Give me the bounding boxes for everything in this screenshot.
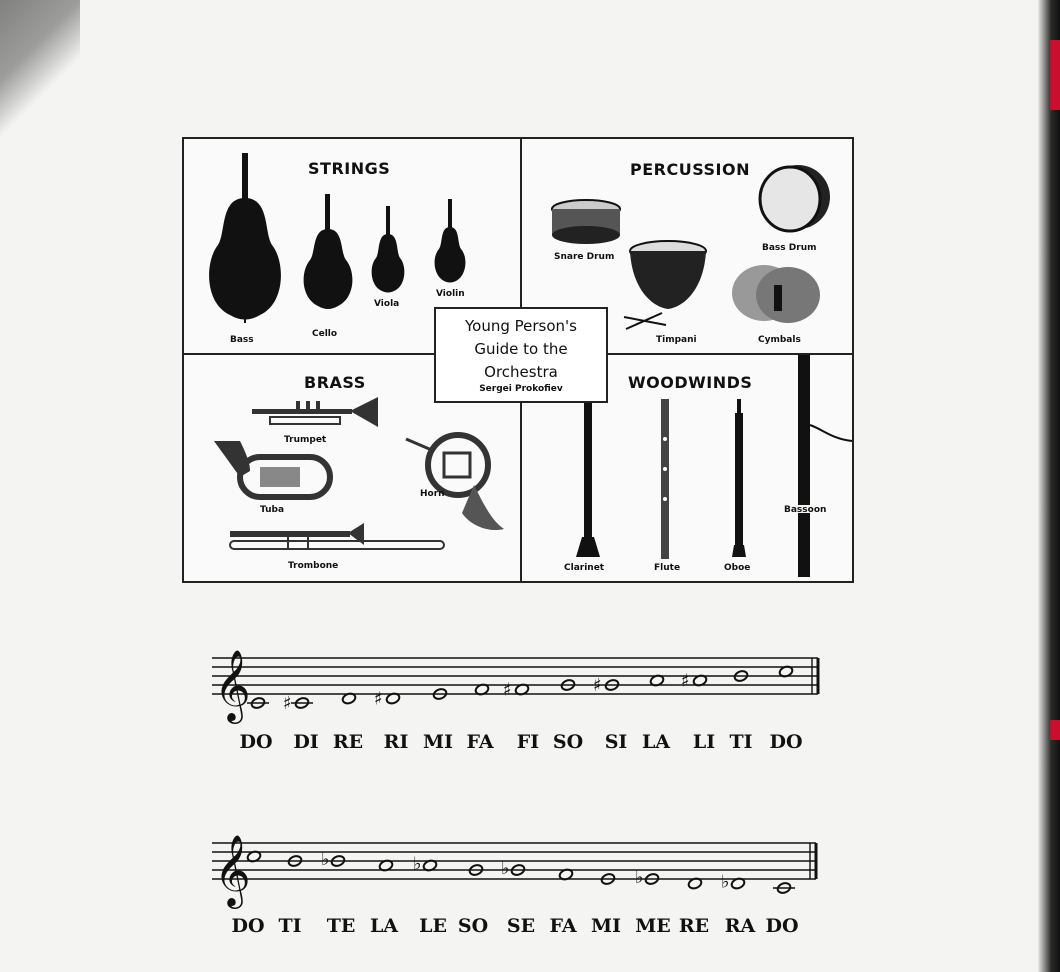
ascending-syllable: DO [769,731,803,753]
descending-syllable: LA [369,915,399,937]
ascending-syllable: DO [239,731,273,753]
woodwinds-title: WOODWINDS [628,373,753,392]
descending-syllable: RE [678,915,710,937]
descending-syllable: TE [326,915,356,937]
descending-syllable: SE [506,915,536,937]
ascending-syllable: LA [641,731,671,753]
ascending-syllable: FI [516,731,540,753]
treble-clef-icon: 𝄞 [214,648,251,721]
flat-icon: ♭ [721,871,730,893]
ascending-syllable: LI [692,731,716,753]
ascending-syllable: RE [332,731,364,753]
ascending-syllable: MI [423,731,453,753]
strings-title: STRINGS [308,159,391,178]
ascending-syllable: TI [729,731,753,753]
cello-label: Cello [312,329,338,339]
viola-label: Viola [374,299,400,309]
ascending-syllable: SI [604,731,628,753]
tuba-label: Tuba [260,505,285,515]
sharp-icon: ♯ [593,675,602,696]
ascending-syllable: FA [466,731,494,753]
percussion-title: PERCUSSION [630,160,750,179]
sharp-icon: ♯ [283,693,292,714]
descending-syllable: FA [549,915,577,937]
trombone-label: Trombone [288,561,339,571]
flat-icon: ♭ [413,853,422,875]
ascending-syllable: RI [383,731,409,753]
timpani-label: Timpani [656,335,697,345]
descending-syllable: DO [231,915,265,937]
sharp-icon: ♯ [681,670,690,692]
ascending-syllable: DI [293,731,319,753]
descending-syllable: SO [457,915,489,937]
horn-label: Horn [420,489,445,499]
bass-drum-label: Bass Drum [762,243,817,253]
descending-syllable: RA [724,915,756,937]
treble-clef-icon: 𝄞 [214,833,251,906]
descending-syllable: LE [419,915,447,937]
composer-name: Sergei Prokofiev [479,384,563,394]
oboe-label: Oboe [724,563,751,573]
title-line-2: Guide to the [474,340,568,358]
sharp-icon: ♯ [503,679,512,701]
flat-icon: ♭ [501,858,510,879]
violin-label: Violin [436,289,465,299]
brass-title: BRASS [304,373,366,392]
flat-icon: ♭ [635,867,644,888]
descending-syllable: DO [765,915,799,937]
title-line-3: Orchestra [484,363,558,381]
flute-label: Flute [654,563,681,573]
cymbals-label: Cymbals [758,335,801,345]
descending-syllable: MI [591,915,621,937]
sharp-icon: ♯ [374,688,383,710]
trumpet-label: Trumpet [284,435,327,445]
title-line-1: Young Person's [465,317,577,335]
snare-drum-label: Snare Drum [554,252,615,262]
flat-icon: ♭ [321,849,330,870]
descending-syllable: TI [278,915,302,937]
clarinet-label: Clarinet [564,563,605,573]
ascending-syllable: SO [552,731,584,753]
descending-syllable: ME [635,915,671,937]
bass-label: Bass [230,335,254,345]
bassoon-label: Bassoon [784,505,827,515]
